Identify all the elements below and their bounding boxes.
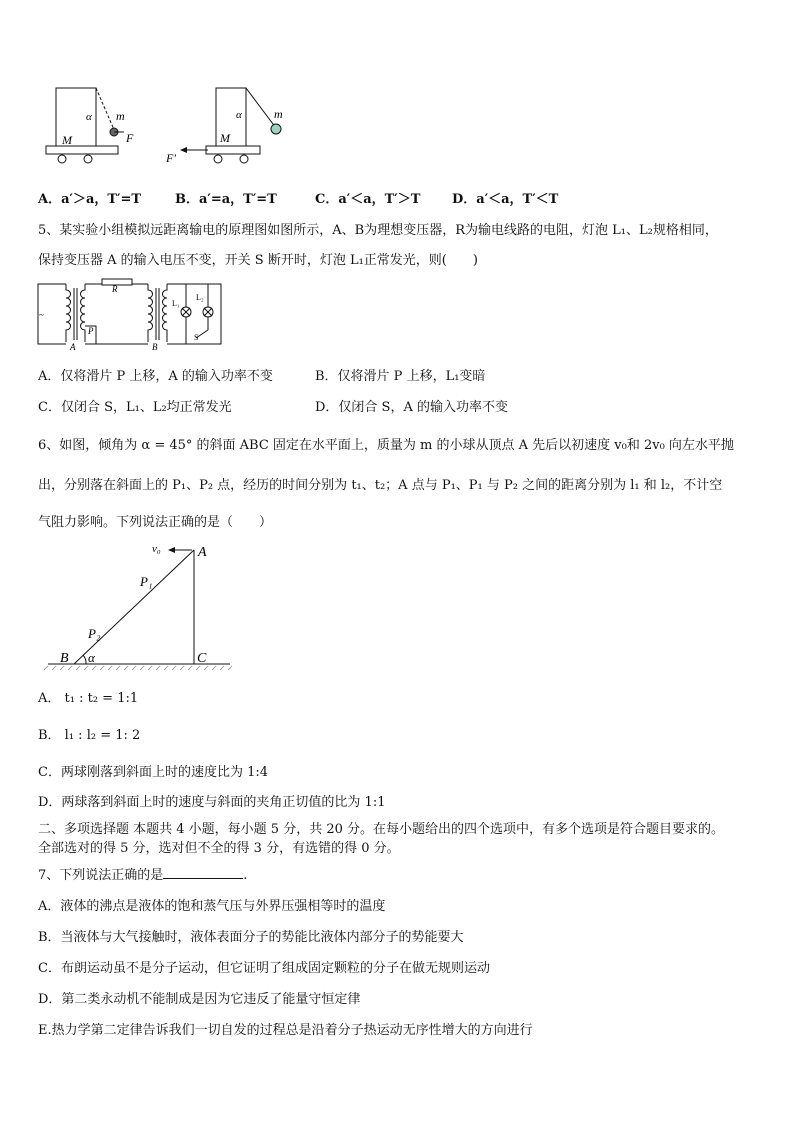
q4-option-a: A．a′＞a，T′=T	[38, 192, 142, 207]
q4-option-d: D．a′＜a，T′＜T	[452, 192, 559, 207]
section2-header-line1: 二、多项选择题 本题共 4 小题，每小题 5 分，共 20 分。在每小题给出的四个选项中，有多个选项是符合题目要求的。	[38, 822, 725, 837]
q7-option-a: A．液体的沸点是液体的饱和蒸气压与外界压强相等时的温度	[38, 899, 386, 914]
q6-label-P1: P₁	[140, 574, 153, 589]
q7-option-b: B．当液体与大气接触时，液体表面分子的势能比液体内部分子的势能要大	[38, 930, 464, 945]
q5-label-B: B	[152, 342, 158, 350]
q6-label-C: C	[197, 651, 207, 666]
q5-option-a: A．仅将滑片 P 上移，A 的输入功率不变	[38, 369, 273, 384]
q5-label-S: S	[194, 333, 199, 342]
q5-label-P: P	[88, 326, 94, 336]
q4-fig1-alpha: α	[86, 111, 92, 123]
q7-stem-text: 7、下列说法正确的是	[38, 868, 164, 883]
q4-fig2-m: m	[274, 107, 283, 121]
section2-header-line2: 全部选对的得 5 分，选对但不全的得 3 分，有选错的得 0 分。	[38, 841, 400, 856]
q6-option-d: D．两球落到斜面上时的速度与斜面的夹角正切值的比为 1:1	[38, 795, 386, 810]
q4-fig2-F: F′	[166, 151, 176, 165]
q5-label-R: R	[112, 284, 118, 294]
q5-stem-line2: 保持变压器 A 的输入电压不变，开关 S 断开时，灯泡 L₁正常发光，则( )	[38, 253, 478, 268]
q5-option-b: B．仅将滑片 P 上移，L₁变暗	[315, 369, 486, 384]
q6-label-B: B	[60, 651, 69, 666]
q5-option-d: D．仅闭合 S，A 的输入功率不变	[315, 400, 508, 415]
q6-stem-line2: 出，分别落在斜面上的 P₁、P₂ 点，经历的时间分别为 t₁、t₂；A 点与 P₁、P₁ 与 P₂ 之间的距离分别为 l₁ 和 l₂，不计空	[38, 478, 723, 493]
q6-incline-diagram	[44, 536, 234, 672]
q5-label-L1: L₁	[172, 299, 180, 308]
q5-circuit-diagram	[36, 278, 226, 350]
q4-figure-1	[40, 80, 150, 170]
q7-stem	[38, 864, 247, 883]
q4-option-c: C．a′＜a，T′＞T	[315, 192, 421, 207]
q5-option-c: C．仅闭合 S，L₁、L₂均正常发光	[38, 400, 232, 415]
q7-stem-end: .	[243, 868, 248, 883]
q6-label-A: A	[198, 545, 207, 560]
q6-option-b: B． l₁ : l₂ = 1: 2	[38, 728, 141, 743]
q4-fig2-M: M	[220, 131, 230, 145]
q4-option-b: B．a′=a，T′=T	[175, 192, 277, 207]
q4-figure-2	[160, 80, 300, 170]
q5-ac-symbol: ~	[39, 310, 44, 320]
q6-label-v0: v₀	[152, 543, 161, 555]
q6-label-alpha: α	[88, 650, 95, 665]
q5-label-A: A	[70, 342, 76, 350]
q4-fig2-alpha: α	[236, 109, 242, 121]
q6-stem-line3: 气阻力影响。下列说法正确的是（ ）	[38, 515, 273, 530]
q7-answer-blank[interactable]	[163, 866, 243, 879]
q4-fig1-M: M	[62, 133, 72, 147]
q6-stem-line1: 6、如图，倾角为 α = 45° 的斜面 ABC 固定在水平面上，质量为 m 的小球从顶点 A 先后以初速度 v₀和 2v₀ 向左水平抛	[38, 438, 734, 453]
q6-option-c: C．两球刚落到斜面上时的速度比为 1:4	[38, 765, 269, 780]
q6-option-a: A． t₁ : t₂ = 1:1	[38, 691, 139, 706]
q5-stem-line1: 5、某实验小组模拟远距离输电的原理图如图所示，A、B为理想变压器，R为输电线路的电阻，灯泡 L₁、L₂规格相同，	[38, 223, 718, 238]
q7-option-c: C．布朗运动虽不是分子运动，但它证明了组成固定颗粒的分子在做无规则运动	[38, 961, 490, 976]
q7-option-e: E.热力学第二定律告诉我们一切自发的过程总是沿着分子热运动无序性增大的方向进行	[38, 1023, 533, 1038]
q5-label-L2: L₂	[196, 293, 204, 302]
q4-fig1-m: m	[116, 109, 125, 123]
q4-fig1-F: F	[126, 131, 134, 145]
q6-label-P2: P₂	[88, 626, 101, 641]
q7-option-d: D．第二类永动机不能制成是因为它违反了能量守恒定律	[38, 992, 361, 1007]
